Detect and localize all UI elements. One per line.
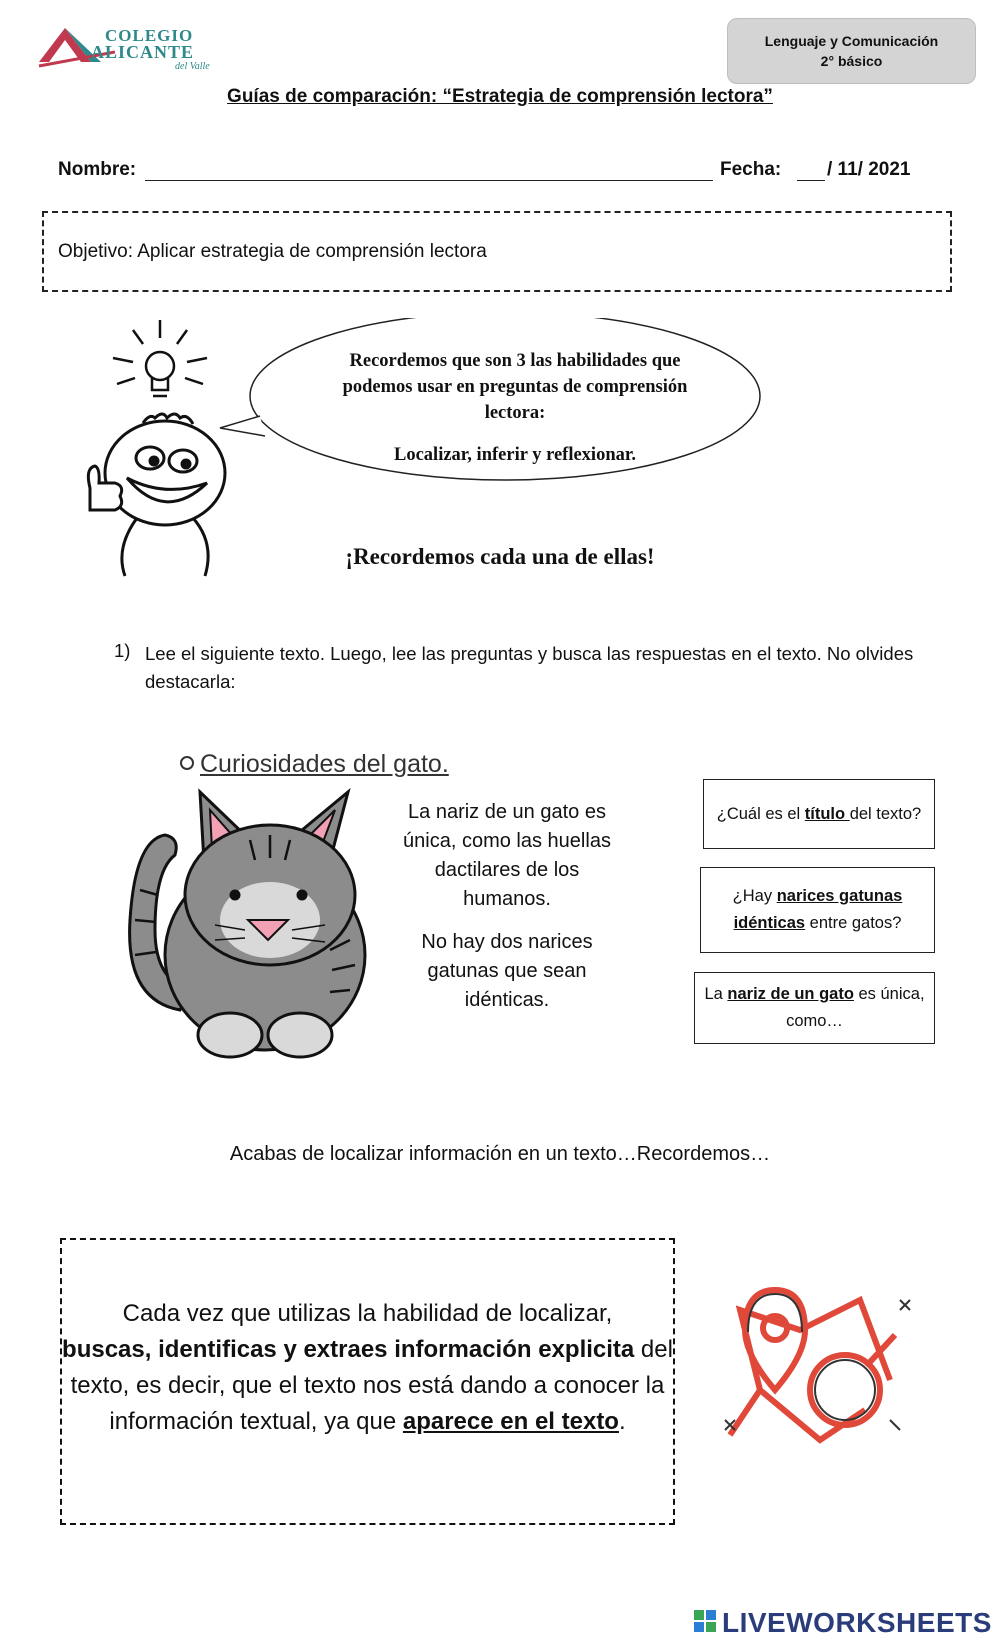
logo-line1: COLEGIO xyxy=(105,26,194,45)
bullet-icon xyxy=(180,756,194,770)
q2-part: entre gatos? xyxy=(805,914,902,932)
info-middle: del texto, es decir, que el texto nos está dando a conocer la información textual, ya que xyxy=(70,1336,673,1435)
lightbulb-icon xyxy=(113,320,207,396)
name-field[interactable] xyxy=(145,180,713,181)
q1-part: del texto? xyxy=(849,804,922,823)
objective-box xyxy=(42,211,952,292)
date-value: / 11/ 2021 xyxy=(827,159,911,180)
info-end: . xyxy=(618,1408,626,1435)
info-underlined: aparece en el texto xyxy=(402,1408,619,1435)
located-text: Acabas de localizar información en un texto…Recordemos… xyxy=(229,1143,771,1165)
map-search-icon xyxy=(700,1270,930,1470)
question-box-noses xyxy=(700,867,935,953)
logo-line3: del Valle xyxy=(175,61,210,72)
bubble-intro: Recordemos que son 3 las habilidades que podemos usar en preguntas de comprensión lectora: xyxy=(342,351,688,423)
school-logo xyxy=(35,22,235,74)
info-bold: buscas, identificas y extraes información explicita xyxy=(62,1336,635,1363)
instruction-text: Lee el siguiente texto. Luego, lee las preguntas y busca las respuestas en el texto. No olvides destacarla: xyxy=(145,643,914,692)
bubble-text xyxy=(330,348,700,468)
question-box-title xyxy=(703,779,935,849)
question-1-text xyxy=(717,801,922,828)
q3-part: es única, como… xyxy=(786,985,925,1030)
question-3-text xyxy=(695,981,934,1035)
q1-keyword: título xyxy=(804,804,850,823)
q2-keyword: idénticas xyxy=(733,914,806,932)
q2-part: ¿Hay xyxy=(732,887,777,905)
q1-part: ¿Cuál es el xyxy=(716,804,805,823)
q2-keyword: narices gatunas xyxy=(776,887,903,905)
q3-keyword: nariz de un gato xyxy=(727,985,854,1003)
subject-name: Lenguaje y Comunicación xyxy=(764,33,939,49)
reading-paragraph-2: No hay dos narices gatunas que sean idénticas. xyxy=(421,931,593,1011)
info-line-1: Cada vez que utilizas la habilidad de localizar, xyxy=(122,1300,613,1327)
grade-label: 2° básico xyxy=(820,53,883,69)
name-label: Nombre: xyxy=(58,159,137,180)
cat-illustration xyxy=(120,780,380,1060)
bubble-skills: Localizar, inferir y reflexionar. xyxy=(394,445,636,465)
liveworksheets-logo-icon xyxy=(694,1610,718,1634)
instruction-number: 1) xyxy=(114,640,131,661)
question-2-text xyxy=(733,883,903,937)
date-label: Fecha: xyxy=(720,159,782,180)
reading-paragraph-1: La nariz de un gato es única, como las huellas dactilares de los humanos. xyxy=(403,801,611,910)
page-title: Guías de comparación: “Estrategia de comprensión lectora” xyxy=(227,86,773,107)
info-box xyxy=(60,1238,675,1525)
liveworksheets-footer[interactable]: LIVEWORKSHEETS xyxy=(722,1607,992,1638)
question-box-nose xyxy=(694,972,935,1044)
remember-heading: ¡Recordemos cada una de ellas! xyxy=(345,544,655,569)
objective-text: Objetivo: Aplicar estrategia de comprensión lectora xyxy=(58,241,487,262)
date-day-field[interactable] xyxy=(797,180,825,181)
subject-badge xyxy=(727,18,976,84)
logo-line2: ALICANTE xyxy=(91,42,195,62)
reading-title: Curiosidades del gato. xyxy=(200,750,449,778)
q3-part: La xyxy=(704,985,728,1003)
